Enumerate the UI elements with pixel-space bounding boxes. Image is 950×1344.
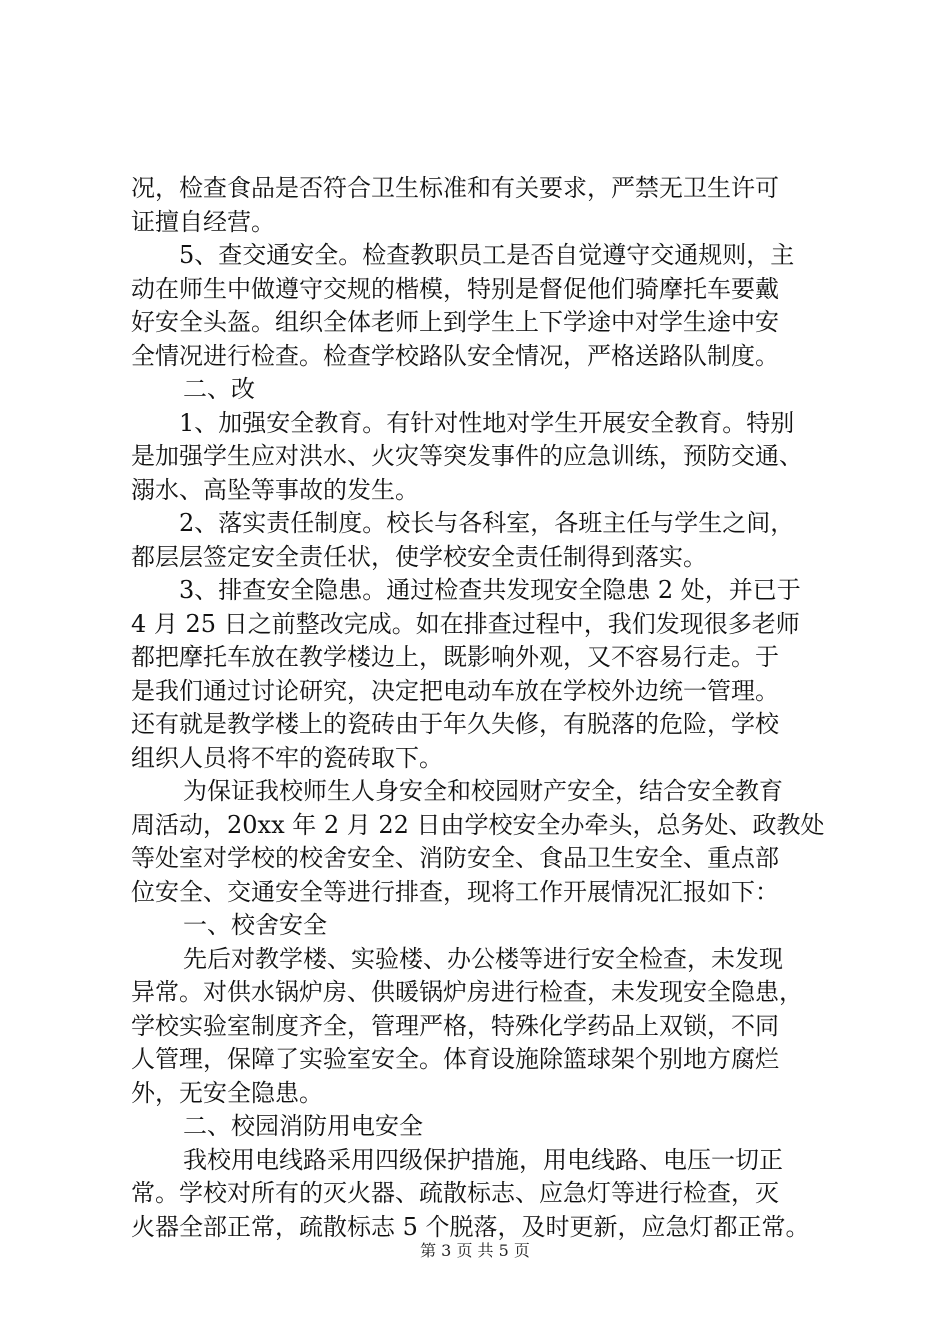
section-heading: 二、改 [183,375,255,403]
text-line: 组织人员将不牢的瓷砖取下。 [131,743,443,772]
text-line: 火器全部正常，疏散标志 5 个脱落，及时更新，应急灯都正常。 [131,1212,810,1241]
text-line: 为保证我校师生人身安全和校园财产安全，结合安全教育 [183,777,783,805]
text-line: 外，无安全隐患。 [131,1078,323,1107]
text-line: 动在师生中做遵守交规的楷模，特别是督促他们骑摩托车要戴 [131,274,779,303]
text-line: 等处室对学校的校舍安全、消防安全、食品卫生安全、重点部 [131,844,779,872]
text-line: 4 月 25 日之前整改完成。如在排查过程中，我们发现很多老师 [131,609,800,638]
text-line: 人管理，保障了实验室安全。体育设施除篮球架个别地方腐烂 [131,1045,779,1073]
text-line: 我校用电线路采用四级保护措施，用电线路、电压一切正 [183,1145,783,1174]
text-line: 都把摩托车放在教学楼边上，既影响外观，又不容易行走。于 [131,643,779,671]
text-line: 证擅自经营。 [131,207,275,236]
text-line: 学校实验室制度齐全，管理严格，特殊化学药品上双锁，不同 [131,1011,779,1040]
text-line: 常。学校对所有的灭火器、疏散标志、应急灯等进行检查，灭 [131,1179,779,1207]
text-line: 位安全、交通安全等进行排查，现将工作开展情况汇报如下： [131,877,779,906]
text-line: 好安全头盔。组织全体老师上到学生上下学途中对学生途中安 [131,308,779,336]
text-line: 况，检查食品是否符合卫生标准和有关要求，严禁无卫生许可 [131,174,779,202]
text-line: 异常。对供水锅炉房、供暖锅炉房进行检查，未发现安全隐患， [131,978,803,1006]
page-number-footer: 第 3 页 共 5 页 [420,1241,530,1260]
text-line: 还有就是教学楼上的瓷砖由于年久失修，有脱落的危险，学校 [131,710,779,738]
text-line: 5、查交通安全。检查教职员工是否自觉遵守交通规则，主 [179,241,795,269]
text-line: 是我们通过讨论研究，决定把电动车放在学校外边统一管理。 [131,676,779,705]
document-body [131,172,831,1244]
text-line: 3、排查安全隐患。通过检查共发现安全隐患 2 处，并已于 [179,576,801,604]
text-line: 都层层签定安全责任状，使学校安全责任制得到落实。 [131,542,707,571]
text-line: 2、落实责任制度。校长与各科室，各班主任与学生之间， [179,509,795,537]
text-line: 周活动，20xx 年 2 月 22 日由学校安全办牵头，总务处、政教处 [131,810,825,839]
text-line: 1、加强安全教育。有针对性地对学生开展安全教育。特别 [179,408,795,437]
section-heading: 一、校舍安全 [183,911,327,939]
text-line: 溺水、高坠等事故的发生。 [131,475,419,504]
text-line: 先后对教学楼、实验楼、办公楼等进行安全检查，未发现 [183,944,783,973]
text-line: 是加强学生应对洪水、火灾等突发事件的应急训练，预防交通、 [131,442,803,470]
section-heading: 二、校园消防用电安全 [183,1112,423,1140]
text-line: 全情况进行检查。检查学校路队安全情况，严格送路队制度。 [131,341,779,370]
